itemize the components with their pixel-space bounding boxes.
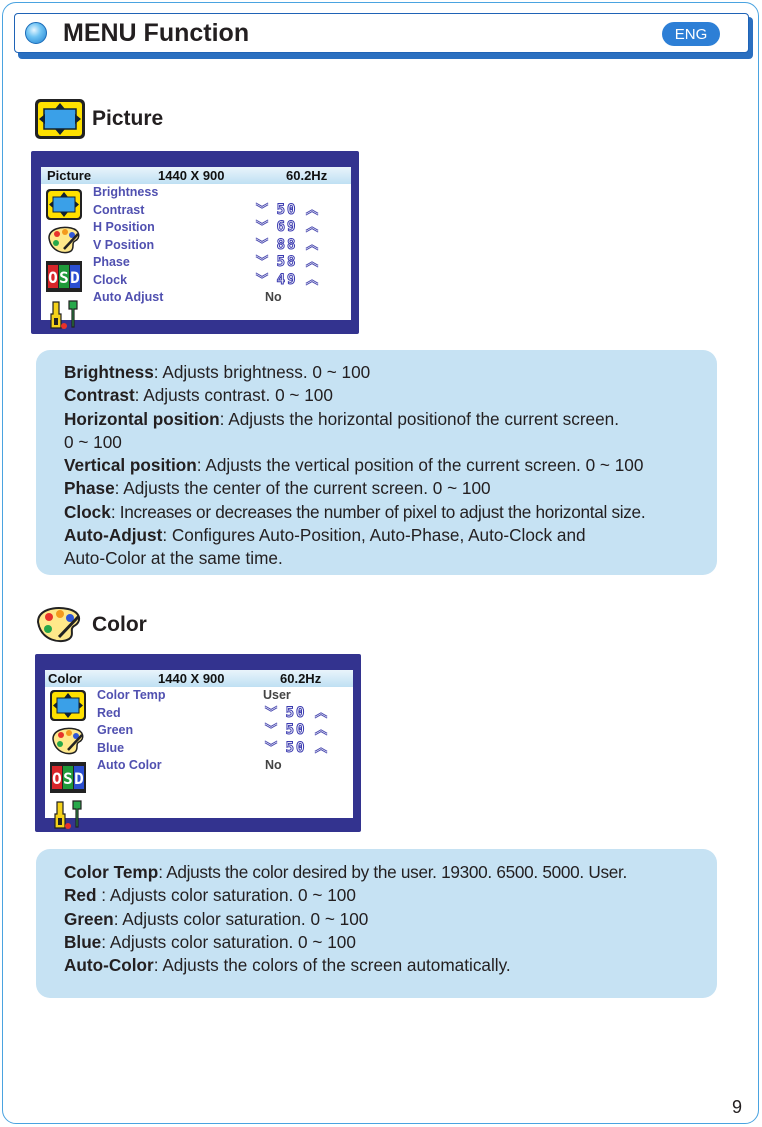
osd-tools-icon[interactable] <box>49 798 87 831</box>
osd-row-label: Clock <box>93 272 128 287</box>
desc-text: : Adjusts color saturation. 0 ~ 100 <box>101 931 356 952</box>
osd-row-value: 49 <box>276 271 298 288</box>
desc-text: : Adjusts the color desired by the user. 19300. 6500. 5000. User. <box>158 862 627 882</box>
osd-frequency: 60.2Hz <box>280 671 322 686</box>
decrease-icon[interactable]: ︾ <box>264 739 278 755</box>
osd-sidebar <box>45 687 91 818</box>
increase-icon[interactable]: ︽ <box>314 722 328 737</box>
osd-resolution: 1440 X 900 <box>158 168 225 183</box>
color-osd-rows <box>95 687 353 775</box>
osd-row-value: No <box>265 758 282 772</box>
osd-row-auto-color[interactable] <box>95 757 353 775</box>
color-description-box <box>36 849 717 998</box>
desc-line <box>64 384 717 407</box>
osd-row-stepper <box>264 722 328 738</box>
desc-text: : Adjusts the colors of the screen automatically. <box>153 955 511 976</box>
osd-row-stepper <box>255 219 319 235</box>
decrease-icon[interactable]: ︾ <box>255 219 269 234</box>
bullet-icon <box>25 22 47 44</box>
svg-text:S: S <box>63 769 73 788</box>
osd-row-phase[interactable] <box>91 254 351 272</box>
osd-color-icon[interactable] <box>49 725 87 758</box>
desc-text: : Adjusts the horizontal positionof the current screen. <box>219 408 619 429</box>
page-number: 9 <box>731 1097 742 1117</box>
osd-row-red[interactable] <box>95 705 353 723</box>
osd-row-label: Auto Adjust <box>93 290 164 304</box>
osd-row-stepper <box>255 202 319 218</box>
desc-term: Brightness <box>64 362 154 382</box>
color-osd-panel <box>35 654 361 832</box>
increase-icon[interactable]: ︽ <box>305 219 319 234</box>
osd-row-label: Blue <box>97 740 125 755</box>
decrease-icon[interactable]: ︾ <box>255 271 269 287</box>
osd-row-brightness[interactable] <box>91 184 351 202</box>
desc-term: Clock <box>64 501 111 522</box>
picture-description-box <box>36 350 717 575</box>
osd-sidebar <box>41 184 87 320</box>
color-osd-titlebar <box>45 670 353 687</box>
desc-line <box>64 861 717 884</box>
picture-osd-screen <box>41 167 351 320</box>
osd-row-stepper <box>264 740 328 756</box>
svg-text:D: D <box>74 769 84 788</box>
desc-term: Vertical position <box>64 455 197 476</box>
color-heading <box>34 604 147 646</box>
increase-icon[interactable]: ︽ <box>314 704 328 720</box>
desc-term: Auto-Adjust <box>64 525 163 546</box>
desc-line <box>64 454 717 477</box>
language-badge: ENG <box>662 22 720 46</box>
desc-term: Blue <box>64 931 102 952</box>
desc-text: : Adjusts brightness. 0 ~ 100 <box>153 362 371 382</box>
osd-row-h-position[interactable] <box>91 219 351 237</box>
osd-row-label: Brightness <box>93 185 159 199</box>
desc-line <box>64 431 717 454</box>
desc-term: Auto-Color <box>64 955 154 976</box>
desc-text: Auto-Color at the same time. <box>64 548 283 569</box>
increase-icon[interactable]: ︽ <box>314 739 328 755</box>
osd-row-value: 69 <box>276 219 298 235</box>
osd-tab-label: Picture <box>47 168 92 183</box>
desc-term: Red <box>64 885 97 906</box>
decrease-icon[interactable]: ︾ <box>264 704 278 720</box>
increase-icon[interactable]: ︽ <box>305 201 319 217</box>
osd-frequency: 60.2Hz <box>286 168 328 183</box>
desc-term: Color Temp <box>64 862 159 882</box>
osd-row-value: 50 <box>285 739 307 756</box>
svg-text:O: O <box>52 769 62 788</box>
osd-row-green[interactable] <box>95 722 353 740</box>
svg-text:D: D <box>70 268 80 287</box>
osd-row-label: Green <box>97 723 134 737</box>
osd-row-value: 58 <box>276 254 298 270</box>
osd-tools-icon[interactable] <box>45 298 83 331</box>
osd-row-label: Contrast <box>93 202 145 217</box>
osd-row-label: H Position <box>93 220 155 234</box>
osd-color-icon[interactable] <box>45 224 83 257</box>
osd-row-label: Red <box>97 705 121 720</box>
osd-row-value: 50 <box>276 201 298 218</box>
svg-text:O: O <box>48 268 58 287</box>
osd-row-color-temp[interactable] <box>95 687 353 705</box>
osd-osd-icon[interactable] <box>45 260 83 293</box>
desc-line <box>64 884 717 907</box>
desc-line <box>64 501 717 524</box>
osd-tab-label: Color <box>48 671 82 686</box>
osd-row-label: Phase <box>93 255 130 269</box>
svg-text:S: S <box>59 268 69 287</box>
desc-text: : Adjusts the center of the current screen. 0 ~ 100 <box>114 478 491 499</box>
picture-heading-label: Picture <box>92 107 164 130</box>
desc-line <box>64 547 717 570</box>
picture-osd-rows <box>91 184 351 307</box>
desc-text: : Adjusts the vertical position of the current screen. 0 ~ 100 <box>196 455 644 476</box>
desc-term: Green <box>64 908 114 929</box>
desc-line <box>64 524 717 547</box>
desc-text: 0 ~ 100 <box>64 431 122 452</box>
osd-row-contrast[interactable] <box>91 202 351 220</box>
osd-row-auto-adjust[interactable] <box>91 289 351 307</box>
picture-osd-panel <box>31 151 359 334</box>
color-osd-screen <box>45 670 353 818</box>
osd-row-stepper <box>255 254 319 270</box>
increase-icon[interactable]: ︽ <box>305 271 319 287</box>
desc-term: Phase <box>64 478 115 499</box>
osd-row-label: Color Temp <box>97 688 166 702</box>
osd-row-value: 50 <box>285 722 307 738</box>
osd-picture-icon[interactable] <box>45 188 83 221</box>
osd-row-value: No <box>265 290 282 304</box>
osd-row-stepper <box>264 705 328 721</box>
increase-icon[interactable]: ︽ <box>305 254 319 269</box>
osd-row-value: 50 <box>285 704 307 721</box>
osd-row-clock[interactable] <box>91 272 351 290</box>
picture-osd-titlebar <box>41 167 351 184</box>
desc-text: : Configures Auto-Position, Auto-Phase, Auto-Clock and <box>162 525 586 546</box>
decrease-icon[interactable]: ︾ <box>255 236 269 252</box>
osd-row-v-position[interactable] <box>91 237 351 255</box>
decrease-icon[interactable]: ︾ <box>255 254 269 269</box>
desc-line <box>64 931 717 954</box>
desc-line <box>64 954 717 977</box>
desc-text: : Increases or decreases the number of pixel to adjust the horizontal size. <box>110 501 646 522</box>
osd-row-value: User <box>263 688 291 702</box>
picture-heading <box>34 98 163 140</box>
osd-row-label: Auto Color <box>97 758 162 772</box>
page-title: MENU Function <box>63 18 250 47</box>
desc-term: Contrast <box>64 385 135 406</box>
decrease-icon[interactable]: ︾ <box>264 722 278 737</box>
osd-row-stepper <box>255 272 319 288</box>
desc-line <box>64 908 717 931</box>
osd-row-value: 88 <box>276 236 298 253</box>
osd-row-label: V Position <box>93 237 155 252</box>
osd-osd-icon[interactable] <box>49 761 87 794</box>
color-palette-icon <box>34 604 86 646</box>
desc-line <box>64 361 717 384</box>
osd-resolution: 1440 X 900 <box>158 671 225 686</box>
desc-line <box>64 477 717 500</box>
osd-row-blue[interactable] <box>95 740 353 758</box>
desc-line <box>64 408 717 431</box>
desc-text: : Adjusts contrast. 0 ~ 100 <box>134 385 333 406</box>
osd-picture-icon[interactable] <box>49 689 87 722</box>
increase-icon[interactable]: ︽ <box>305 236 319 252</box>
header-bar <box>14 13 749 53</box>
desc-term: Horizontal position <box>64 408 220 429</box>
picture-icon <box>34 98 86 140</box>
desc-text: : Adjusts color saturation. 0 ~ 100 <box>96 885 356 906</box>
desc-text: : Adjusts color saturation. 0 ~ 100 <box>113 908 369 929</box>
osd-row-stepper <box>255 237 319 253</box>
decrease-icon[interactable]: ︾ <box>255 201 269 217</box>
color-heading-label: Color <box>92 613 147 636</box>
